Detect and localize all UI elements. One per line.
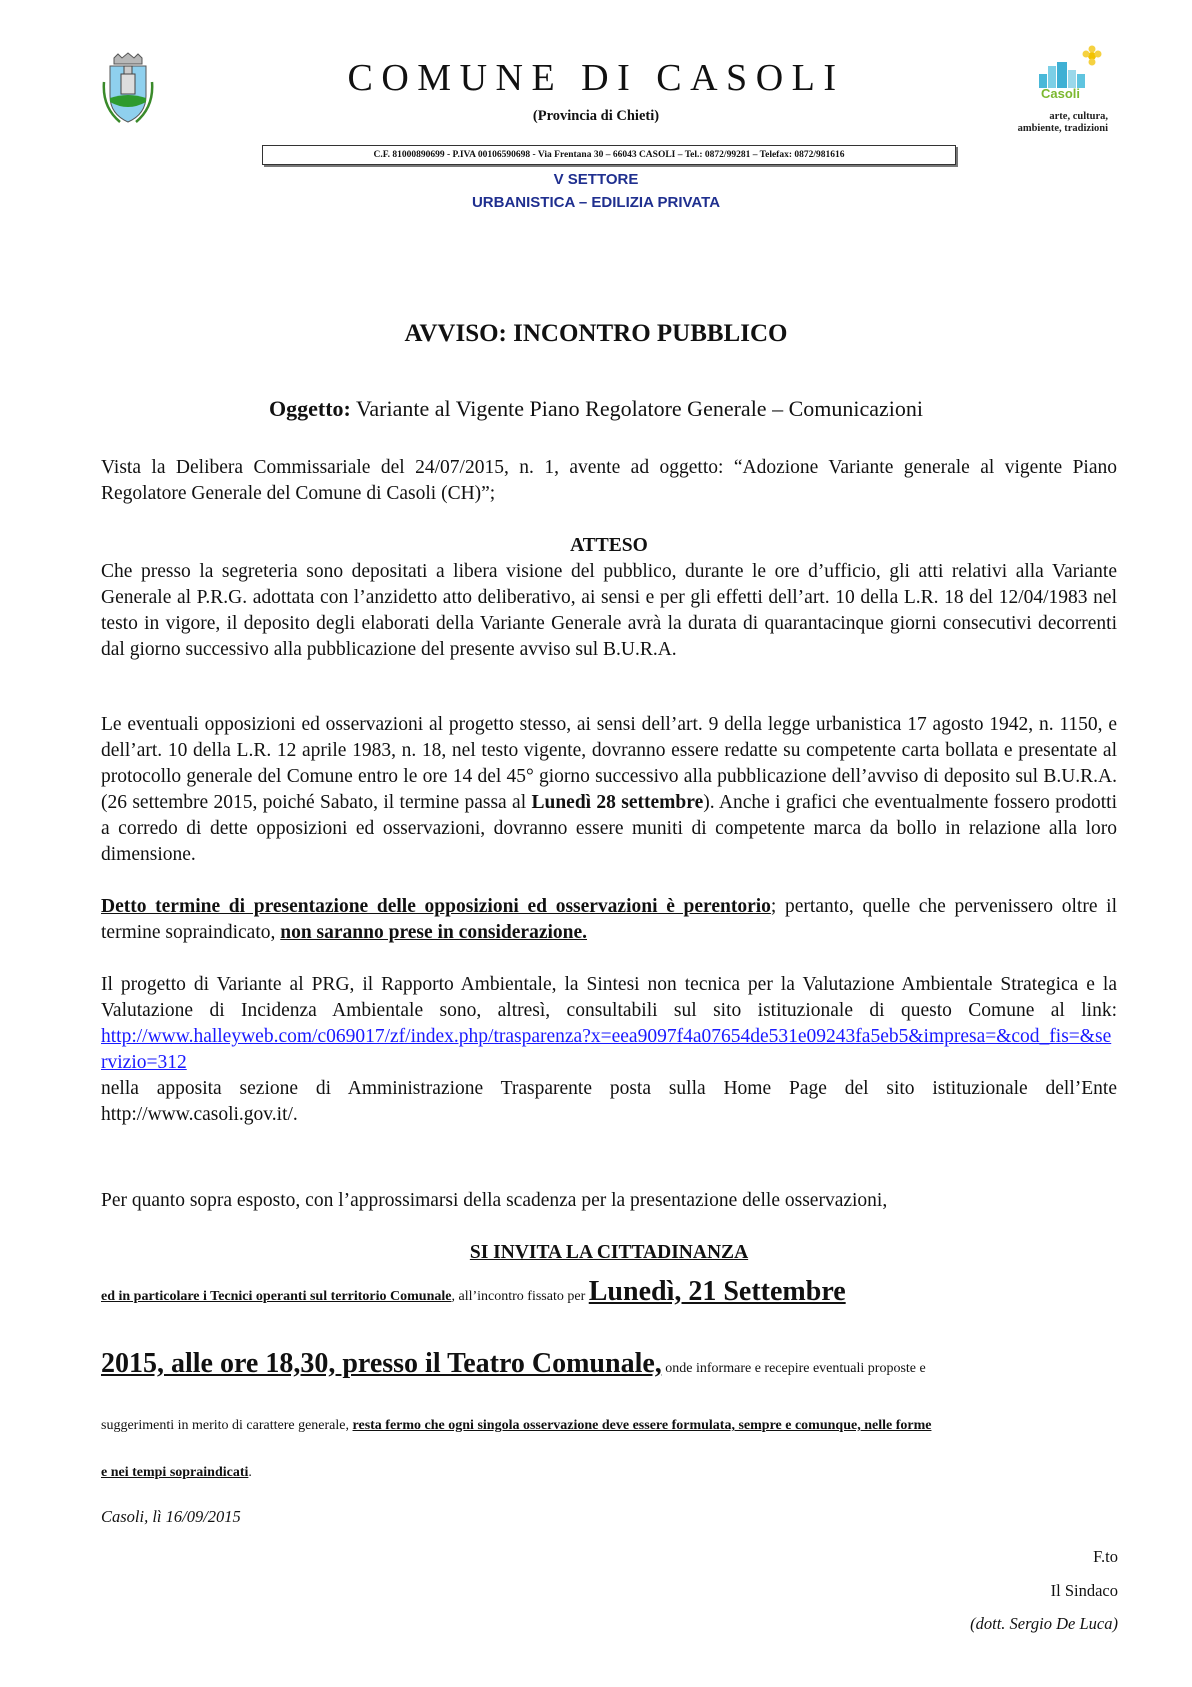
subject-text: Variante al Vigente Piano Regolatore Generale – Comunicazioni [350, 396, 923, 421]
department-label: URBANISTICA – EDILIZIA PRIVATA [471, 194, 721, 211]
brand-logo-text: Casoli [1041, 86, 1081, 100]
signer-role: Il Sindaco [1050, 1581, 1118, 1600]
invite-line-1 [101, 1272, 1117, 1317]
signer-name: (dott. Sergio De Luca) [970, 1614, 1118, 1633]
perentorio-notice: Detto termine di presentazione delle opposizioni ed osservazioni è perentorio [101, 896, 771, 917]
opposizioni-text-a: Le eventuali opposizioni ed osservazioni al progetto stesso, ai sensi dell’art. 9 della legge urbanistica 17 agosto 1942, n. 1150, e dell’art. 10 della L.R. 12 aprile 1983, n. 18, nel testo vigente, dovranno essere redatte su competente carta bollata e presentate al protocollo generale del Comune entro le ore 14 del 45° giorno successivo alla pubblicazione dell’avviso di deposito sul B.U.R.A. (26 settembre 2015, poiché Sabato, il termine passa al [101, 714, 1117, 813]
opposizioni-paragraph [101, 712, 1117, 868]
invite-heading-text: SI INVITA LA CITTADINANZA [469, 1242, 749, 1263]
perentorio-paragraph [101, 894, 1117, 946]
place-date: Casoli, lì 16/09/2015 [101, 1507, 241, 1526]
document-title: AVVISO: INCONTRO PUBBLICO [404, 320, 788, 347]
invite-suggerimenti: suggerimenti in merito di carattere generale, [101, 1418, 353, 1433]
invite-informare: onde informare e recepire eventuali proposte e [661, 1361, 926, 1376]
trasparenza-link[interactable]: http://www.halleyweb.com/c069017/zf/index.php/trasparenza?x=eea9097f4a07654de531e09243fa5eb5&impresa=&cod_fis=&servizio=312 [101, 1026, 1112, 1073]
invite-tempi: e nei tempi sopraindicati [101, 1465, 249, 1480]
progetto-text-b: nella apposita sezione di Amministrazione Trasparente posta sulla Home Page del sito istituzionale dell’Ente http://www.casoli.gov.it/. [101, 1078, 1117, 1125]
fto-label: F.to [1093, 1547, 1118, 1566]
invite-line-2 [101, 1344, 1117, 1389]
deadline-date: Lunedì 28 settembre [531, 792, 704, 813]
invite-tecnici: ed in particolare i Tecnici operanti sul territorio Comunale [101, 1289, 452, 1304]
comune-title: COMUNE DI CASOLI [347, 57, 845, 99]
progetto-text: Il progetto di Variante al PRG, il Rapporto Ambientale, la Sintesi non tecnica per la Valutazione Ambientale Strategica e la Valutazione di Incidenza Ambientale sono, altresì, consultabili sul sito istituzionale di questo Comune al link: [101, 974, 1117, 1021]
opposizioni-text-b: ). Anche i grafici che eventualmente fossero prodotti a corredo di dette opposizioni ed osservazioni, dovranno essere muniti di competente marca da bollo in relazione alla loro dimensione. [101, 792, 1117, 865]
invite-nelle-forme: nelle forme [860, 1418, 932, 1433]
perentorio-text: ; pertanto, quelle che pervenissero oltre il termine sopraindicato, [101, 896, 1117, 943]
atteso-heading: ATTESO [570, 535, 648, 556]
subject-line [0, 396, 1192, 422]
province-label: (Provincia di Chieti) [532, 108, 660, 124]
brand-tagline-line2: ambiente, tradizioni [1017, 123, 1108, 134]
fiscal-address-box: C.F. 81000890699 - P.IVA 00106590698 - Via Frentana 30 – 66043 CASOLI – Tel.: 0872/99281 – Telefax: 0872/981616 [262, 145, 956, 165]
invite-intro: Per quanto sopra esposto, con l’approssimarsi della scadenza per la presentazione delle osservazioni, [101, 1190, 888, 1211]
deposit-paragraph: Che presso la segreteria sono depositati a libera visione del pubblico, durante le ore d’ufficio, gli atti relativi alla Variante Generale al P.R.G. adottata con l’anzidetto atto deliberativo, ai sensi e per gli effetti dell’art. 10 della L.R. 18 del 12/04/1983 nel testo in vigore, il deposito degli elaborati della Variante Generale avrà la durata di quarantacinque giorni consecutivi decorrenti dal giorno successivo alla pubblicazione del presente avviso sul B.U.R.A. [101, 561, 1117, 660]
invite-period: . [248, 1465, 252, 1480]
subject-label: Oggetto: [269, 396, 351, 421]
invite-resta-fermo: resta fermo che ogni singola osservazione deve essere formulata, sempre e comunque, [352, 1418, 861, 1433]
invite-heading [101, 1240, 1117, 1266]
invite-date-1: Lunedì, 21 Settembre [588, 1276, 846, 1307]
invite-line-4 [101, 1465, 1117, 1481]
invite-line-3 [101, 1418, 1117, 1434]
invite-fissato: , all’incontro fissato per [451, 1289, 589, 1304]
progetto-paragraph [101, 972, 1117, 1128]
sector-label: V SETTORE [553, 171, 639, 188]
non-considerate-notice: non saranno prese in considerazione. [280, 922, 588, 943]
invite-date-2: 2015, alle ore 18,30, presso il Teatro Comunale, [101, 1348, 662, 1379]
brand-tagline-line1: arte, cultura, [1049, 111, 1108, 122]
vista-paragraph: Vista la Delibera Commissariale del 24/07/2015, n. 1, avente ad oggetto: “Adozione Variante generale al vigente Piano Regolatore Generale del Comune di Casoli (CH)”; [101, 457, 1117, 504]
